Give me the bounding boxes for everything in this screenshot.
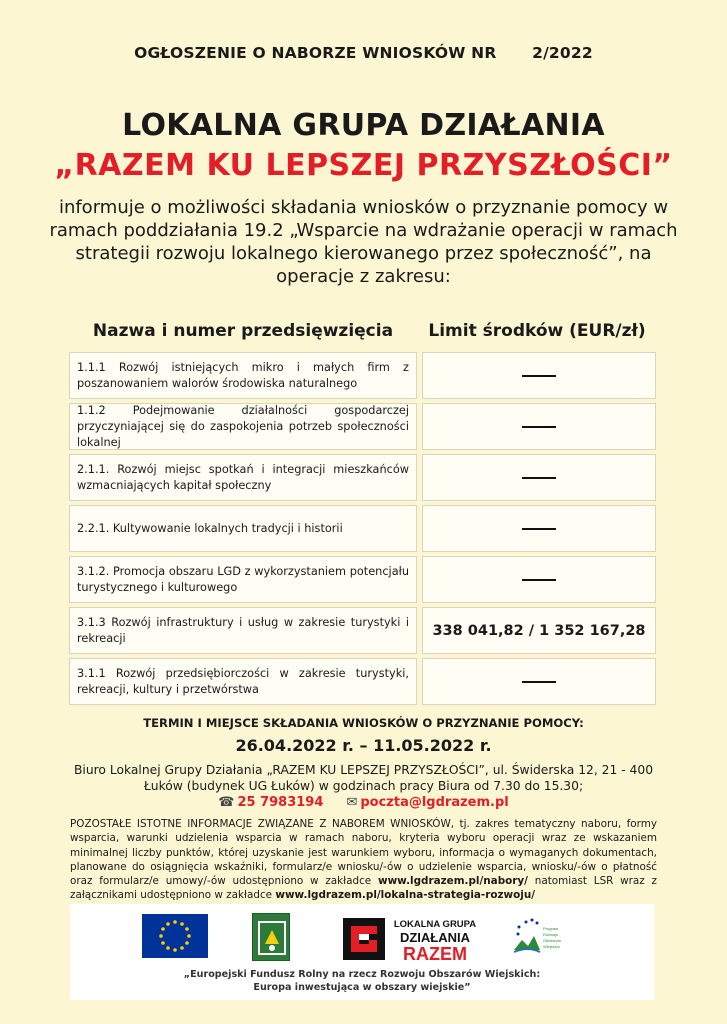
operation-name: 1.1.1 Rozwój istniejących mikro i małych firm z poszanowaniem walorów środowiska naturalnego	[69, 352, 417, 399]
operation-name: 2.2.1. Kultywowanie lokalnych tradycji i historii	[69, 505, 417, 552]
operation-name: 3.1.2. Promocja obszaru LGD z wykorzystaniem potencjału turystycznego i kulturowego	[69, 556, 417, 603]
operation-limit	[422, 403, 656, 450]
lgd-logo-line1: LOKALNA GRUPA	[393, 919, 477, 930]
phone-icon: ☎	[218, 795, 235, 810]
organization-motto: „RAZEM KU LEPSZEJ PRZYSZŁOŚCI”	[54, 148, 673, 183]
operation-limit-value: 338 041,82 / 1 352 167,28	[422, 607, 656, 654]
announcement-title: OGŁOSZENIE O NABORZE WNIOSKÓW NR	[134, 44, 497, 62]
operation-limit	[422, 556, 656, 603]
prow-logo	[510, 912, 570, 964]
operation-name: 1.1.2 Podejmowanie działalności gospodarczej przyczyniającej się do zaspokojenia potrzeb społeczności lokalnej	[69, 403, 417, 450]
funding-line2: Europa inwestująca w obszary wiejskie”	[253, 982, 471, 993]
additional-info: POZOSTAŁE ISTOTNE INFORMACJE ZWIĄZANE Z NABOREM WNIOSKÓW, tj. zakres tematyczny naboru, formy wsparcia, warunki udzielenia wsparcia w ramach naboru, kryteria wyboru operacji wraz ze wskazaniem minimalnej liczby punktów, której uzyskanie jest warunkiem wyboru, informacja o wymaganych dokumentach, planowane do osiągnięcia wskaźniki, formularz/e wniosku/-ów o udzielenie wsparcia, wniosku/-ów o płatność oraz formularz/e umowy/-ów udostępniono w zakładce www.lgdrazem.pl/nabory/ natomiast LSR wraz z załącznikami udostępniono w zakładce www.lgdrazem.pl/lokalna-strategia-rozwoju/	[70, 818, 657, 902]
strategy-link[interactable]: www.lgdrazem.pl/lokalna-strategia-rozwoju/	[275, 889, 536, 902]
table-row	[69, 352, 656, 399]
submission-title: TERMIN I MIEJSCE SKŁADANIA WNIOSKÓW O PRZYZNANIE POMOCY:	[143, 716, 584, 730]
funding-line1: „Europejski Fundusz Rolny na rzecz Rozwoju Obszarów Wiejskich:	[183, 969, 541, 980]
svg-text:Rozwoju: Rozwoju	[543, 932, 559, 937]
organization-name: LOKALNA GRUPA DZIAŁANIA	[122, 108, 605, 143]
lgd-razem-logo	[341, 912, 481, 966]
operation-limit	[422, 505, 656, 552]
submission-place: Biuro Lokalnej Grupy Działania „RAZEM KU LEPSZEJ PRZYSZŁOŚCI”, ul. Świderska 12, 21 - 400 Łuków (budynek UG Łuków) w godzinach pracy Biura od 7.30 do 15.30;	[73, 763, 654, 793]
operation-limit	[422, 454, 656, 501]
lgd-logo-line3: RAZEM	[403, 944, 467, 964]
no-limit-dash	[522, 375, 556, 377]
no-limit-dash	[522, 426, 556, 428]
table-row	[69, 556, 656, 603]
nabory-link[interactable]: www.lgdrazem.pl/nabory/	[377, 875, 528, 888]
no-limit-dash	[522, 681, 556, 683]
email-link[interactable]: poczta@lgdrazem.pl	[360, 795, 509, 810]
phone-number[interactable]: 25 7983194	[237, 795, 324, 810]
intro-text: informuje o możliwości składania wniosków o przyznanie pomocy w ramach poddziałania 19.2 „Wsparcie na wdrażanie operacji w ramach strategii rozwoju lokalnego kierowanego przez społeczność”, na operacje z zakresu:	[49, 197, 678, 287]
logos-bar	[70, 904, 654, 1000]
column-header-limit: Limit środków (EUR/zł)	[428, 321, 646, 341]
operations-table	[69, 352, 656, 709]
svg-text:Obszarów: Obszarów	[543, 938, 562, 943]
table-row	[69, 403, 656, 450]
announcement-header	[0, 44, 727, 62]
no-limit-dash	[522, 579, 556, 581]
operation-limit	[422, 352, 656, 399]
eu-flag-logo	[142, 914, 208, 958]
submission-dates: 26.04.2022 r. – 11.05.2022 r.	[235, 736, 492, 755]
leader-logo	[252, 913, 290, 961]
operation-name: 3.1.3 Rozwój infrastruktury i usług w zakresie turystyki i rekreacji	[69, 607, 417, 654]
table-row	[69, 505, 656, 552]
table-row	[69, 454, 656, 501]
svg-text:Wiejskich: Wiejskich	[543, 944, 560, 949]
funding-footer	[70, 968, 654, 994]
table-row	[69, 607, 656, 654]
no-limit-dash	[522, 477, 556, 479]
envelope-icon: ✉	[346, 795, 358, 810]
lgd-logo-line2: DZIAŁANIA	[399, 930, 471, 945]
svg-text:Program: Program	[543, 926, 559, 931]
table-row	[69, 658, 656, 705]
operation-limit	[422, 658, 656, 705]
announcement-number: 2/2022	[532, 44, 593, 62]
operation-name: 3.1.1 Rozwój przedsiębiorczości w zakresie turystyki, rekreacji, kultury i przetwórstwa	[69, 658, 417, 705]
column-header-name: Nazwa i numer przedsięwzięcia	[92, 321, 394, 341]
no-limit-dash	[522, 528, 556, 530]
operation-name: 2.1.1. Rozwój miejsc spotkań i integracji mieszkańców wzmacniających kapitał społeczny	[69, 454, 417, 501]
contact-line	[0, 795, 727, 810]
